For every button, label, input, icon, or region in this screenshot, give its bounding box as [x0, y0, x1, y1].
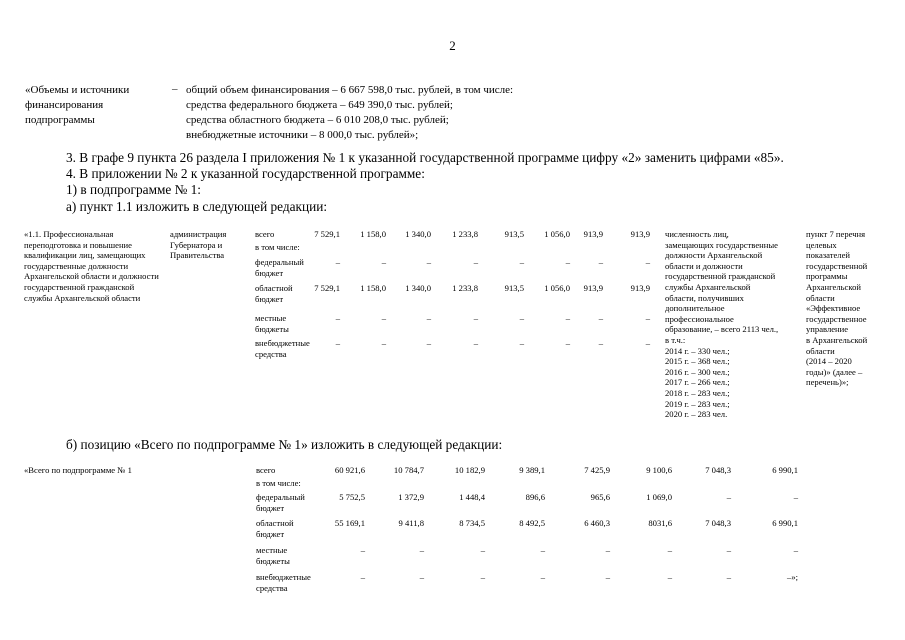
table1-value-cell: –: [335, 313, 340, 323]
table1-link-line: управление: [806, 324, 849, 335]
table2-value-cell: –: [360, 572, 365, 582]
table1-value-cell: –: [335, 338, 340, 348]
table1-value-cell: –: [598, 313, 603, 323]
table1-link-line: показателей: [806, 250, 851, 261]
table1-link-line: государственное: [806, 313, 867, 324]
table1-link-line: годы)» (далее –: [806, 366, 863, 377]
table1-value-cell: 913,5: [504, 229, 524, 239]
table1-source-cell: местные бюджеты: [255, 313, 289, 334]
table1-result-line: области, получивших: [665, 292, 744, 303]
table1-result-line: в т.ч.:: [665, 334, 686, 345]
table1-result-line: профессиональное: [665, 313, 734, 324]
table1-value-cell: 1 233,8: [452, 229, 478, 239]
table1-result-line: численность лиц,: [665, 229, 729, 239]
table2-value-cell: 10 182,9: [454, 465, 485, 475]
table1-value-cell: –: [565, 257, 570, 267]
table1-link-line: программы: [806, 271, 848, 282]
table1-value-cell: 1 158,0: [360, 229, 386, 239]
table1-value-cell: –: [645, 313, 650, 323]
table2-value-cell: 9 411,8: [398, 518, 424, 528]
table1-link-line: Архангельской: [806, 281, 861, 292]
table2-value-cell: 965,6: [590, 492, 610, 502]
table2-value-cell: 9 100,6: [646, 465, 672, 475]
table1-value-cell: 913,9: [630, 283, 650, 293]
table1-source-cell: внебюджетные средства: [255, 338, 310, 359]
table1-result-line: замещающих государственные: [665, 239, 778, 250]
table2-value-cell: 8 492,5: [519, 518, 545, 528]
table2-source-cell: федеральный бюджет: [256, 492, 305, 513]
table1-value-cell: 913,9: [630, 229, 650, 239]
table1-value-cell: –: [335, 257, 340, 267]
table1-measure: «1.1. Профессиональная переподготовка и повышение квалификации лиц, замещающих государственные должности Архангельской области и должности государственной гражданской службы Архангельской области: [24, 229, 159, 303]
table2-value-cell: –: [360, 545, 365, 555]
table2-title: «Всего по подпрограмме № 1: [24, 465, 132, 475]
table2-value-cell: 1 372,9: [398, 492, 424, 502]
table1-result-line: 2020 г. – 283 чел.: [665, 409, 728, 420]
table2-value-cell: 5 752,5: [339, 492, 365, 502]
table1-value-cell: –: [519, 257, 524, 267]
table1-value-cell: –: [381, 338, 386, 348]
table2-value-cell: 7 048,3: [705, 518, 731, 528]
table2-value-cell: –: [480, 572, 485, 582]
table2-value-cell: –»;: [787, 572, 798, 582]
table2-value-cell: 6 990,1: [772, 518, 798, 528]
table1-link-line: перечень)»;: [806, 377, 849, 388]
table1-value-cell: 1 158,0: [360, 283, 386, 293]
table1-result-line: образование, – всего 2113 чел.,: [665, 324, 779, 335]
table2-value-cell: –: [726, 545, 731, 555]
table2-value-cell: –: [793, 492, 798, 502]
table1-source-cell: всего: [255, 229, 275, 239]
table1-value-cell: 1 340,0: [405, 283, 431, 293]
table2-value-cell: –: [667, 572, 672, 582]
table1-result-line: государственной гражданской: [665, 271, 776, 282]
table2-source-cell: областной бюджет: [256, 518, 294, 539]
table2-value-cell: 6 990,1: [772, 465, 798, 475]
table2-value-cell: 9 389,1: [519, 465, 545, 475]
table1-result-line: 2017 г. – 266 чел.;: [665, 377, 730, 388]
table1-result-line: 2018 г. – 283 чел.;: [665, 387, 730, 398]
table1-link-line: (2014 – 2020: [806, 356, 852, 367]
table1-value-cell: 913,9: [583, 283, 603, 293]
paragraph-4-1: 1) в подпрограмме № 1:: [66, 182, 201, 197]
table1-value-cell: 1 056,0: [544, 283, 570, 293]
table1-link-line: «Эффективное: [806, 303, 861, 314]
table1-value-cell: 7 529,1: [314, 283, 340, 293]
table1-value-cell: 913,9: [583, 229, 603, 239]
table2-value-cell: –: [667, 545, 672, 555]
funding-line-regional: средства областного бюджета – 6 010 208,0 тыс. рублей;: [186, 114, 449, 126]
table2-value-cell: 8 734,5: [459, 518, 485, 528]
table2-value-cell: 7 048,3: [705, 465, 731, 475]
table2-value-cell: –: [726, 492, 731, 502]
table1-result-line: должности Архангельской: [665, 250, 763, 261]
table2-value-cell: 8031,6: [648, 518, 672, 528]
table2-source-cell: в том числе:: [256, 478, 301, 488]
table2-value-cell: 896,6: [525, 492, 545, 502]
table1-value-cell: –: [598, 257, 603, 267]
table1-result: [665, 229, 778, 420]
paragraph-3: 3. В графе 9 пункта 26 раздела I приложения № 1 к указанной государственной программе цифру «2» заменить цифрами «85».: [66, 150, 784, 165]
table1-result-line: дополнительное: [665, 303, 725, 314]
table2-value-cell: 7 425,9: [584, 465, 610, 475]
table1-result-line: области и должности: [665, 260, 743, 271]
table1-source-cell: в том числе:: [255, 242, 300, 252]
table2-value-cell: –: [419, 572, 424, 582]
table2-value-cell: –: [480, 545, 485, 555]
table2-value-cell: –: [605, 572, 610, 582]
table1-value-cell: –: [473, 257, 478, 267]
table2-value-cell: –: [419, 545, 424, 555]
table1-link-line: целевых: [806, 239, 837, 250]
funding-dash: –: [172, 83, 178, 95]
funding-line-federal: средства федерального бюджета – 649 390,0 тыс. рублей;: [186, 99, 453, 111]
page-number: 2: [449, 38, 456, 53]
table1-value-cell: –: [519, 313, 524, 323]
table1-result-line: 2019 г. – 283 чел.;: [665, 398, 730, 409]
table1-value-cell: 1 056,0: [544, 229, 570, 239]
table1-value-cell: –: [381, 257, 386, 267]
table1-value-cell: –: [645, 338, 650, 348]
table2-value-cell: –: [726, 572, 731, 582]
table1-value-cell: 1 233,8: [452, 283, 478, 293]
table1-value-cell: 913,5: [504, 283, 524, 293]
table2-value-cell: 6 460,3: [584, 518, 610, 528]
table1-value-cell: –: [381, 313, 386, 323]
table1-value-cell: –: [426, 313, 431, 323]
table1-value-cell: –: [426, 338, 431, 348]
table1-value-cell: –: [565, 338, 570, 348]
table2-value-cell: –: [605, 545, 610, 555]
funding-line-total: общий объем финансирования – 6 667 598,0 тыс. рублей, в том числе:: [186, 84, 514, 96]
table1-source-cell: федеральный бюджет: [255, 257, 304, 278]
table1-value-cell: –: [519, 338, 524, 348]
table2-value-cell: –: [540, 572, 545, 582]
table1-value-cell: –: [565, 313, 570, 323]
paragraph-4: 4. В приложении № 2 к указанной государственной программе:: [66, 166, 425, 181]
table1-value-cell: –: [473, 338, 478, 348]
table2-source-cell: местные бюджеты: [256, 545, 290, 566]
table2-value-cell: –: [793, 545, 798, 555]
table1-value-cell: 7 529,1: [314, 229, 340, 239]
table2-value-cell: –: [540, 545, 545, 555]
table2-value-cell: 10 784,7: [393, 465, 424, 475]
table1-link-line: государственной: [806, 260, 868, 271]
table1-source-cell: областной бюджет: [255, 283, 293, 304]
table1-value-cell: –: [426, 257, 431, 267]
table1-value-cell: 1 340,0: [405, 229, 431, 239]
table1-result-line: службы Архангельской: [665, 281, 751, 292]
table2-value-cell: 1 448,4: [459, 492, 485, 502]
table2-value-cell: 1 069,0: [646, 492, 672, 502]
table2-source-cell: всего: [256, 465, 276, 475]
table1-link: [806, 229, 867, 388]
table1-link-line: области: [806, 345, 835, 356]
table2-value-cell: 55 169,1: [334, 518, 365, 528]
table1-value-cell: –: [645, 257, 650, 267]
funding-label: «Объемы и источники финансирования подпрограммы: [25, 84, 130, 126]
table1-executor: администрация Губернатора и Правительства: [170, 229, 227, 261]
funding-lines: [186, 83, 606, 143]
table1-value-cell: –: [598, 338, 603, 348]
funding-line-offbudget: внебюджетные источники – 8 000,0 тыс. рублей»;: [186, 129, 419, 141]
table1-link-line: пункт 7 перечня: [806, 229, 866, 239]
table1-result-line: 2016 г. – 300 чел.;: [665, 366, 730, 377]
table1-result-line: 2015 г. – 368 чел.;: [665, 356, 730, 367]
table1-result-line: 2014 г. – 330 чел.;: [665, 345, 730, 356]
table1-value-cell: –: [473, 313, 478, 323]
table1-link-line: в Архангельской: [806, 334, 868, 345]
table2-value-cell: 60 921,6: [334, 465, 365, 475]
paragraph-4-b: б) позицию «Всего по подпрограмме № 1» изложить в следующей редакции:: [66, 437, 503, 452]
table2-source-cell: внебюджетные средства: [256, 572, 311, 593]
table1-link-line: области: [806, 292, 835, 303]
paragraph-4-a: а) пункт 1.1 изложить в следующей редакции:: [66, 199, 328, 214]
